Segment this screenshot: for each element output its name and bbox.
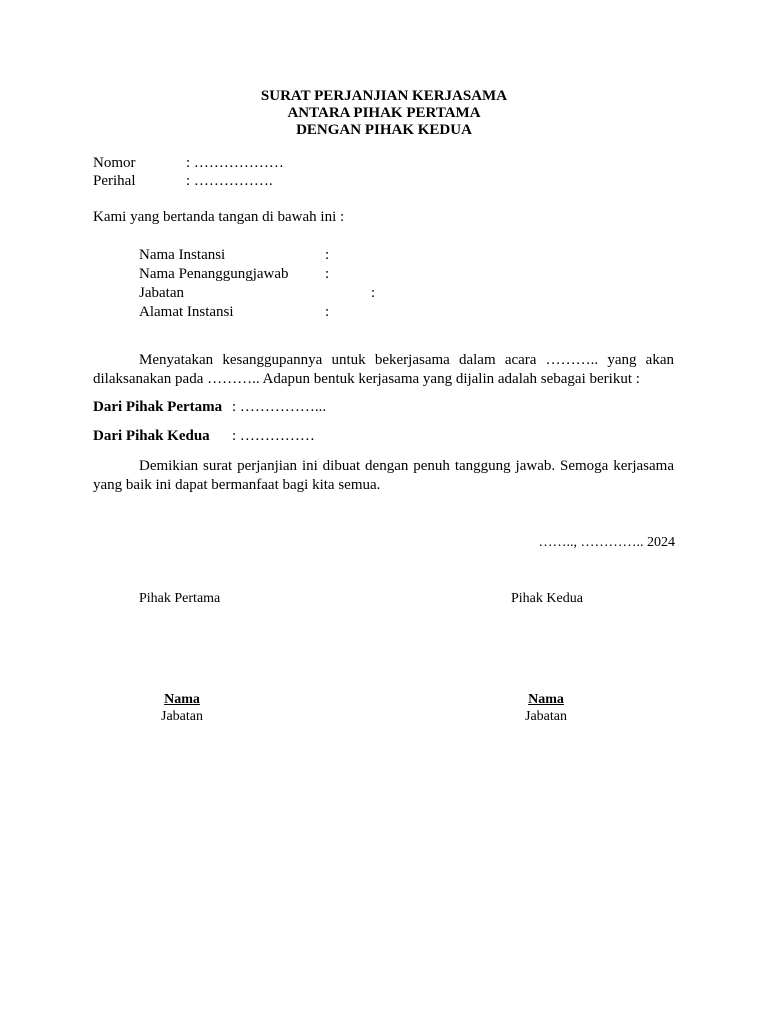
second-party-role: Pihak Kedua [511,591,583,606]
second-signature-name: Nama [528,692,564,707]
alamat-instansi-label: Alamat Instansi [139,304,234,320]
nama-penanggungjawab-colon: : [325,266,330,282]
jabatan-label: Jabatan [139,285,184,301]
nomor-label: Nomor [93,155,136,171]
first-signature-position: Jabatan [161,709,203,724]
first-signature-block [140,692,224,725]
perihal-label: Perihal [93,173,136,189]
second-party-value: : …………… [232,428,315,444]
first-party-value: : ……………... [232,399,327,415]
document-title-line-2: ANTARA PIHAK PERTAMA [287,105,481,121]
document-title-line-1: SURAT PERJANJIAN KERJASAMA [260,88,508,104]
nama-penanggungjawab-label: Nama Penanggungjawab [139,266,289,282]
closing-paragraph: Demikian surat perjanjian ini dibuat dengan penuh tanggung jawab. Semoga kerjasama yang baik ini dapat bermanfaat bagi kita semua. [93,458,674,493]
perihal-value: : ……………. [186,173,273,189]
nama-instansi-colon: : [325,247,330,263]
jabatan-colon: : [371,285,376,301]
date-line: …….., ………….. 2024 [538,535,675,550]
statement-paragraph: Menyatakan kesanggupannya untuk bekerjasama dalam acara ……….. yang akan dilaksanakan pada ……….. Adapun bentuk kerjasama yang dijalin adalah sebagai berikut : [93,352,674,387]
second-party-label: Dari Pihak Kedua [93,428,210,444]
intro-text: Kami yang bertanda tangan di bawah ini : [93,209,345,225]
nama-instansi-label: Nama Instansi [139,247,226,263]
first-party-label: Dari Pihak Pertama [93,399,223,415]
document-title-line-3: DENGAN PIHAK KEDUA [296,122,472,138]
second-signature-position: Jabatan [525,709,567,724]
first-signature-name: Nama [164,692,200,707]
first-party-role: Pihak Pertama [139,591,221,606]
alamat-instansi-colon: : [325,304,330,320]
second-signature-block [504,692,588,725]
nomor-value: : ……………… [186,155,284,171]
